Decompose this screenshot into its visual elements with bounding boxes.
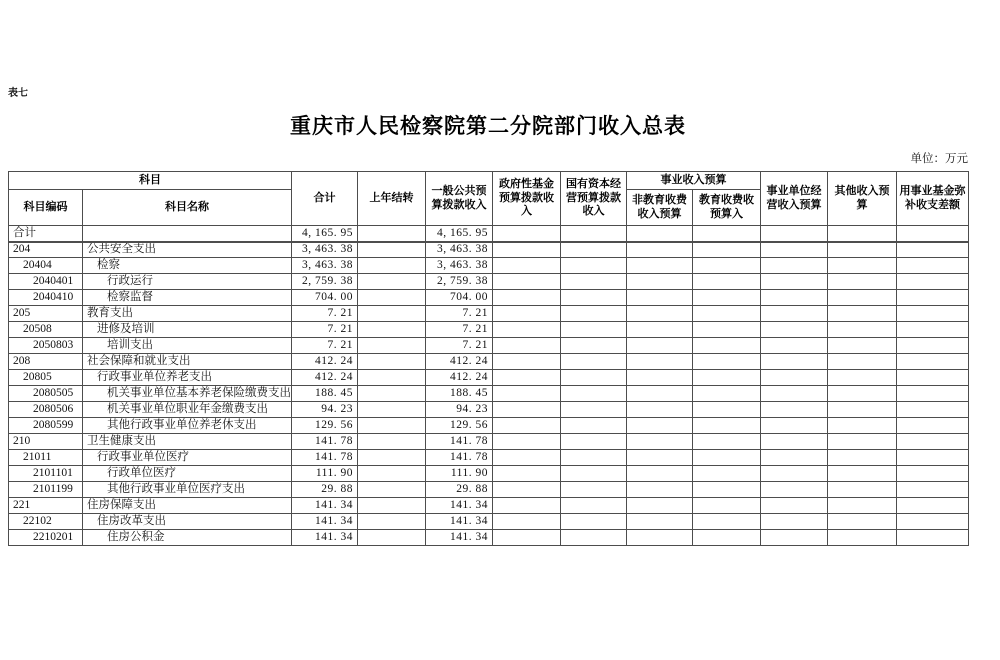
- subject-code-cell: 22102: [9, 514, 83, 530]
- subject-code-cell: 210: [9, 434, 83, 450]
- value-cell: [693, 370, 761, 386]
- subject-code-cell: 204: [9, 242, 83, 258]
- value-cell: [627, 290, 693, 306]
- value-cell: [493, 514, 561, 530]
- table-row: [9, 466, 969, 482]
- value-cell: [493, 402, 561, 418]
- value-cell: [693, 482, 761, 498]
- value-cell: [897, 274, 969, 290]
- value-cell: [627, 322, 693, 338]
- subject-code-cell: 2080599: [9, 418, 83, 434]
- value-cell: [897, 354, 969, 370]
- subject-code-cell: 2101199: [9, 482, 83, 498]
- table-row: [9, 434, 969, 450]
- value-cell: 704. 00: [292, 290, 358, 306]
- table-row: [9, 306, 969, 322]
- value-cell: [493, 482, 561, 498]
- value-cell: [493, 242, 561, 258]
- value-cell: [828, 226, 897, 242]
- value-cell: [493, 418, 561, 434]
- subject-code-cell: 2101101: [9, 466, 83, 482]
- value-cell: [828, 450, 897, 466]
- subject-name-cell: 卫生健康支出: [83, 434, 292, 450]
- value-cell: [493, 498, 561, 514]
- value-cell: 141. 34: [292, 530, 358, 546]
- value-cell: [828, 514, 897, 530]
- subject-name-cell: 机关事业单位职业年金缴费支出: [83, 402, 292, 418]
- value-cell: [358, 274, 426, 290]
- value-cell: [358, 258, 426, 274]
- value-cell: [828, 258, 897, 274]
- table-row: [9, 242, 969, 258]
- value-cell: [561, 290, 627, 306]
- value-cell: 7. 21: [426, 338, 493, 354]
- value-cell: [493, 466, 561, 482]
- value-cell: [627, 434, 693, 450]
- value-cell: [627, 354, 693, 370]
- value-cell: [561, 530, 627, 546]
- subject-name-cell: 行政事业单位养老支出: [83, 370, 292, 386]
- value-cell: [693, 434, 761, 450]
- value-cell: 111. 90: [292, 466, 358, 482]
- value-cell: [627, 514, 693, 530]
- subject-name-cell: 培训支出: [83, 338, 292, 354]
- value-cell: [561, 322, 627, 338]
- value-cell: 412. 24: [426, 370, 493, 386]
- value-cell: [761, 498, 828, 514]
- value-cell: [897, 482, 969, 498]
- value-cell: [358, 402, 426, 418]
- table-row: [9, 226, 969, 242]
- header-other-income: 其他收入预算: [828, 172, 897, 226]
- value-cell: 141. 34: [426, 530, 493, 546]
- value-cell: [897, 338, 969, 354]
- value-cell: [897, 258, 969, 274]
- value-cell: [761, 450, 828, 466]
- value-cell: [493, 354, 561, 370]
- value-cell: [627, 274, 693, 290]
- table-body: [9, 226, 969, 546]
- value-cell: 129. 56: [292, 418, 358, 434]
- value-cell: [761, 338, 828, 354]
- value-cell: 141. 78: [426, 434, 493, 450]
- value-cell: [493, 530, 561, 546]
- value-cell: 94. 23: [426, 402, 493, 418]
- value-cell: 3, 463. 38: [292, 242, 358, 258]
- value-cell: [897, 530, 969, 546]
- value-cell: 412. 24: [426, 354, 493, 370]
- table-row: [9, 354, 969, 370]
- value-cell: [828, 370, 897, 386]
- value-cell: 188. 45: [426, 386, 493, 402]
- value-cell: 3, 463. 38: [426, 242, 493, 258]
- value-cell: [627, 530, 693, 546]
- value-cell: [897, 434, 969, 450]
- value-cell: [358, 498, 426, 514]
- value-cell: [828, 290, 897, 306]
- value-cell: [693, 322, 761, 338]
- value-cell: 412. 24: [292, 354, 358, 370]
- subject-name-cell: [83, 226, 292, 242]
- value-cell: [693, 402, 761, 418]
- subject-code-cell: 20508: [9, 322, 83, 338]
- value-cell: [561, 386, 627, 402]
- value-cell: [761, 322, 828, 338]
- subject-code-cell: 21011: [9, 450, 83, 466]
- table-header: [9, 172, 969, 226]
- value-cell: [693, 258, 761, 274]
- subject-name-cell: 行政单位医疗: [83, 466, 292, 482]
- value-cell: [828, 498, 897, 514]
- value-cell: [627, 386, 693, 402]
- value-cell: 129. 56: [426, 418, 493, 434]
- value-cell: 141. 34: [426, 498, 493, 514]
- header-subject-name: 科目名称: [83, 190, 292, 226]
- value-cell: 7. 21: [292, 306, 358, 322]
- value-cell: 141. 34: [292, 498, 358, 514]
- value-cell: [828, 242, 897, 258]
- value-cell: [561, 354, 627, 370]
- value-cell: [358, 338, 426, 354]
- value-cell: [693, 466, 761, 482]
- value-cell: [693, 274, 761, 290]
- value-cell: [561, 418, 627, 434]
- value-cell: [897, 322, 969, 338]
- value-cell: 7. 21: [292, 322, 358, 338]
- subject-code-cell: 205: [9, 306, 83, 322]
- value-cell: [493, 290, 561, 306]
- value-cell: 7. 21: [426, 322, 493, 338]
- value-cell: [761, 226, 828, 242]
- value-cell: [693, 386, 761, 402]
- value-cell: [561, 514, 627, 530]
- subject-name-cell: 教育支出: [83, 306, 292, 322]
- value-cell: [693, 338, 761, 354]
- value-cell: [897, 386, 969, 402]
- income-summary-table: [8, 171, 969, 546]
- header-fund-offset-balance: 用事业基金弥补收支差额: [897, 172, 969, 226]
- value-cell: [761, 258, 828, 274]
- value-cell: [493, 306, 561, 322]
- subject-name-cell: 行政事业单位医疗: [83, 450, 292, 466]
- value-cell: [693, 306, 761, 322]
- value-cell: [828, 402, 897, 418]
- value-cell: [828, 482, 897, 498]
- subject-name-cell: 其他行政事业单位医疗支出: [83, 482, 292, 498]
- subject-name-cell: 住房公积金: [83, 530, 292, 546]
- value-cell: [897, 226, 969, 242]
- table-row: [9, 450, 969, 466]
- value-cell: [693, 514, 761, 530]
- page-title: 重庆市人民检察院第二分院部门收入总表: [290, 115, 686, 138]
- value-cell: [761, 386, 828, 402]
- value-cell: 141. 34: [292, 514, 358, 530]
- value-cell: [693, 242, 761, 258]
- header-non-education-fee-income: 非教育收费收入预算: [627, 190, 693, 226]
- value-cell: [897, 450, 969, 466]
- subject-code-cell: 2080506: [9, 402, 83, 418]
- value-cell: [828, 338, 897, 354]
- header-gov-fund-budget-income: 政府性基金预算拨款收入: [493, 172, 561, 226]
- value-cell: [493, 386, 561, 402]
- value-cell: [693, 418, 761, 434]
- value-cell: [761, 514, 828, 530]
- value-cell: [828, 386, 897, 402]
- value-cell: [493, 370, 561, 386]
- table-row: [9, 530, 969, 546]
- value-cell: [897, 242, 969, 258]
- value-cell: [761, 242, 828, 258]
- value-cell: [693, 290, 761, 306]
- value-cell: 141. 78: [292, 434, 358, 450]
- value-cell: [897, 402, 969, 418]
- value-cell: [561, 434, 627, 450]
- value-cell: 3, 463. 38: [292, 258, 358, 274]
- value-cell: 7. 21: [292, 338, 358, 354]
- value-cell: [828, 418, 897, 434]
- value-cell: 141. 34: [426, 514, 493, 530]
- value-cell: [828, 306, 897, 322]
- value-cell: [761, 290, 828, 306]
- value-cell: [358, 306, 426, 322]
- value-cell: [761, 530, 828, 546]
- header-education-fee-income: 教育收费收预算入: [693, 190, 761, 226]
- table-row: [9, 482, 969, 498]
- subject-name-cell: 进修及培训: [83, 322, 292, 338]
- value-cell: [897, 370, 969, 386]
- value-cell: [693, 226, 761, 242]
- value-cell: [627, 450, 693, 466]
- table-row: [9, 386, 969, 402]
- subject-code-cell: 20805: [9, 370, 83, 386]
- value-cell: [761, 306, 828, 322]
- value-cell: [561, 466, 627, 482]
- value-cell: [561, 498, 627, 514]
- value-cell: [627, 498, 693, 514]
- sheet-number-label: 表七: [8, 88, 28, 99]
- value-cell: [627, 418, 693, 434]
- header-state-capital-budget-income: 国有资本经营预算拨款收入: [561, 172, 627, 226]
- value-cell: 7. 21: [426, 306, 493, 322]
- value-cell: [358, 322, 426, 338]
- header-total: 合计: [292, 172, 358, 226]
- value-cell: [761, 434, 828, 450]
- value-cell: [358, 434, 426, 450]
- value-cell: 94. 23: [292, 402, 358, 418]
- header-general-public-budget-income: 一般公共预算拨款收入: [426, 172, 493, 226]
- value-cell: 141. 78: [426, 450, 493, 466]
- value-cell: [627, 402, 693, 418]
- value-cell: [693, 498, 761, 514]
- table-row: [9, 370, 969, 386]
- table-row: [9, 338, 969, 354]
- subject-name-cell: 检察监督: [83, 290, 292, 306]
- table-row: [9, 322, 969, 338]
- value-cell: 29. 88: [292, 482, 358, 498]
- value-cell: [828, 530, 897, 546]
- value-cell: 4, 165. 95: [426, 226, 493, 242]
- value-cell: [493, 274, 561, 290]
- value-cell: [561, 258, 627, 274]
- value-cell: 111. 90: [426, 466, 493, 482]
- value-cell: [561, 306, 627, 322]
- value-cell: 2, 759. 38: [292, 274, 358, 290]
- value-cell: 412. 24: [292, 370, 358, 386]
- value-cell: [493, 322, 561, 338]
- value-cell: [627, 338, 693, 354]
- value-cell: [627, 242, 693, 258]
- value-cell: [358, 450, 426, 466]
- value-cell: [761, 370, 828, 386]
- subject-name-cell: 其他行政事业单位养老休支出: [83, 418, 292, 434]
- value-cell: [358, 386, 426, 402]
- value-cell: [493, 434, 561, 450]
- value-cell: [561, 274, 627, 290]
- table-row: [9, 274, 969, 290]
- subject-code-cell: 2210201: [9, 530, 83, 546]
- value-cell: [358, 466, 426, 482]
- value-cell: [828, 274, 897, 290]
- value-cell: [627, 466, 693, 482]
- subject-code-cell: 2050803: [9, 338, 83, 354]
- value-cell: [561, 402, 627, 418]
- value-cell: [627, 370, 693, 386]
- subject-name-cell: 检察: [83, 258, 292, 274]
- value-cell: [897, 514, 969, 530]
- value-cell: [358, 530, 426, 546]
- value-cell: [358, 226, 426, 242]
- subject-code-cell: 221: [9, 498, 83, 514]
- table-row: [9, 402, 969, 418]
- value-cell: [761, 418, 828, 434]
- value-cell: [493, 258, 561, 274]
- value-cell: [828, 322, 897, 338]
- subject-code-cell: 2040401: [9, 274, 83, 290]
- value-cell: [561, 370, 627, 386]
- value-cell: 188. 45: [292, 386, 358, 402]
- value-cell: [897, 466, 969, 482]
- value-cell: [561, 482, 627, 498]
- value-cell: [627, 226, 693, 242]
- subject-name-cell: 公共安全支出: [83, 242, 292, 258]
- value-cell: [561, 450, 627, 466]
- value-cell: [828, 466, 897, 482]
- value-cell: 2, 759. 38: [426, 274, 493, 290]
- value-cell: [828, 434, 897, 450]
- value-cell: 704. 00: [426, 290, 493, 306]
- value-cell: [358, 482, 426, 498]
- value-cell: [627, 258, 693, 274]
- value-cell: [761, 274, 828, 290]
- subject-code-cell: 208: [9, 354, 83, 370]
- subject-name-cell: 住房保障支出: [83, 498, 292, 514]
- value-cell: [897, 498, 969, 514]
- value-cell: [761, 482, 828, 498]
- value-cell: [358, 290, 426, 306]
- value-cell: [358, 418, 426, 434]
- table-row: [9, 514, 969, 530]
- subject-name-cell: 住房改革支出: [83, 514, 292, 530]
- subject-code-cell: 20404: [9, 258, 83, 274]
- table-row: [9, 498, 969, 514]
- header-business-unit-operating-income: 事业单位经营收入预算: [761, 172, 828, 226]
- header-subject-group: 科目: [9, 172, 292, 190]
- value-cell: [358, 242, 426, 258]
- value-cell: [358, 354, 426, 370]
- subject-code-cell: 2040410: [9, 290, 83, 306]
- header-subject-code: 科目编码: [9, 190, 83, 226]
- table-row: [9, 258, 969, 274]
- value-cell: [897, 418, 969, 434]
- value-cell: 29. 88: [426, 482, 493, 498]
- subject-name-cell: 行政运行: [83, 274, 292, 290]
- value-cell: [561, 226, 627, 242]
- value-cell: [561, 242, 627, 258]
- table-row: [9, 418, 969, 434]
- value-cell: [358, 514, 426, 530]
- value-cell: [627, 306, 693, 322]
- subject-code-cell: 合计: [9, 226, 83, 242]
- value-cell: [493, 338, 561, 354]
- value-cell: [761, 466, 828, 482]
- table-row: [9, 290, 969, 306]
- value-cell: [897, 306, 969, 322]
- value-cell: [693, 354, 761, 370]
- value-cell: [561, 338, 627, 354]
- header-business-income-group: 事业收入预算: [627, 172, 761, 190]
- value-cell: [828, 354, 897, 370]
- value-cell: [897, 290, 969, 306]
- value-cell: [693, 450, 761, 466]
- value-cell: [693, 530, 761, 546]
- value-cell: [493, 450, 561, 466]
- value-cell: [761, 402, 828, 418]
- value-cell: 141. 78: [292, 450, 358, 466]
- subject-code-cell: 2080505: [9, 386, 83, 402]
- value-cell: [761, 354, 828, 370]
- subject-name-cell: 机关事业单位基本养老保险缴费支出: [83, 386, 292, 402]
- value-cell: [358, 370, 426, 386]
- value-cell: [493, 226, 561, 242]
- header-prev-year-carryover: 上年结转: [358, 172, 426, 226]
- unit-note: 单位：万元: [910, 153, 968, 165]
- value-cell: 4, 165. 95: [292, 226, 358, 242]
- value-cell: [627, 482, 693, 498]
- subject-name-cell: 社会保障和就业支出: [83, 354, 292, 370]
- value-cell: 3, 463. 38: [426, 258, 493, 274]
